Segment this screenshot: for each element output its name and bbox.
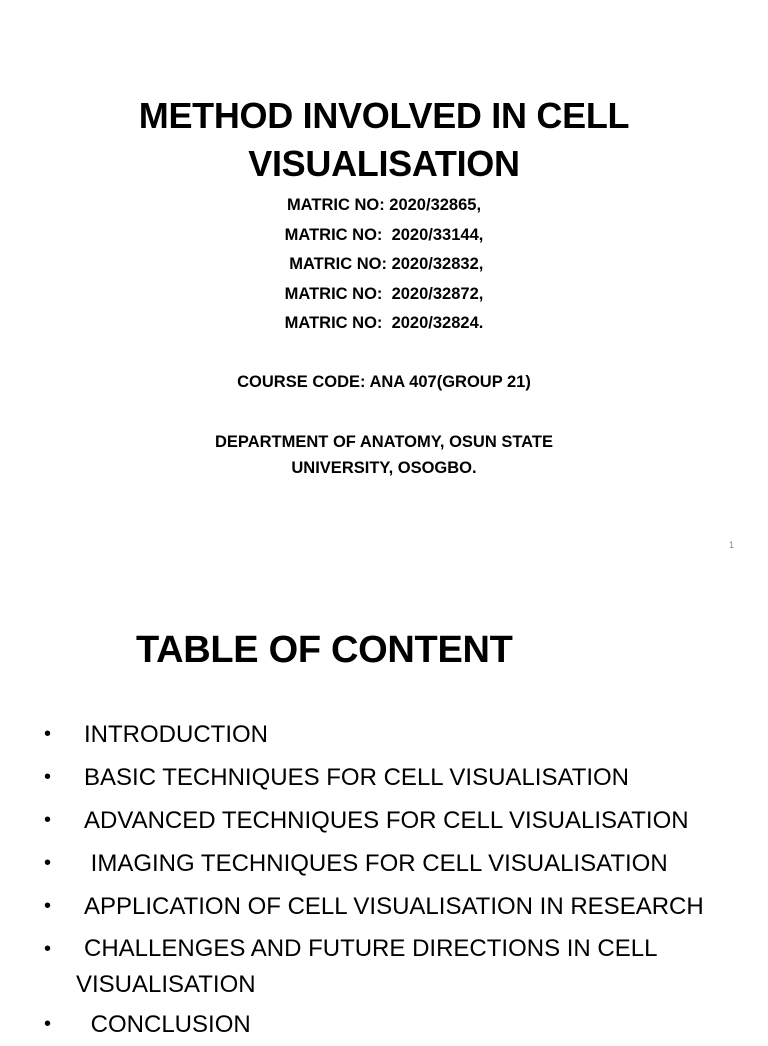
toc-item-label: APPLICATION OF CELL VISUALISATION IN RESEARCH — [84, 893, 704, 920]
matric-number: MATRIC NO: 2020/32824. — [284, 314, 484, 333]
toc-title: TABLE OF CONTENT — [136, 629, 513, 671]
matric-number: MATRIC NO: 2020/33144, — [284, 225, 484, 244]
department-line2: UNIVERSITY, OSOGBO. — [291, 459, 477, 477]
bullet-icon: • — [44, 723, 52, 745]
toc-item-label: CHALLENGES AND FUTURE DIRECTIONS IN CELL — [84, 935, 658, 962]
slide-title-line2: VISUALISATION — [248, 143, 520, 184]
list-item — [44, 842, 744, 885]
matric-number: MATRIC NO: 2020/32865, — [286, 196, 482, 214]
list-item — [44, 713, 744, 756]
toc-list — [44, 713, 744, 1046]
list-item — [44, 928, 744, 1003]
toc-item-label: ADVANCED TECHNIQUES FOR CELL VISUALISATION — [84, 807, 689, 834]
matric-number: MATRIC NO: 2020/32872, — [284, 284, 484, 303]
toc-item-label: INTRODUCTION — [84, 721, 268, 748]
bullet-icon: • — [44, 1013, 52, 1035]
toc-item-label: BASIC TECHNIQUES FOR CELL VISUALISATION — [84, 764, 630, 791]
department-line1: DEPARTMENT OF ANATOMY, OSUN STATE — [215, 433, 553, 451]
department — [0, 429, 768, 481]
toc-item-label: IMAGING TECHNIQUES FOR CELL VISUALISATION — [84, 850, 668, 877]
matric-number: MATRIC NO: 2020/32832, — [284, 255, 484, 274]
list-item — [44, 799, 744, 842]
toc-item-label: CONCLUSION — [84, 1011, 251, 1038]
list-item — [44, 1003, 744, 1046]
bullet-icon: • — [44, 852, 52, 874]
toc-item-label-continued: VISUALISATION — [76, 971, 256, 998]
slide-title — [0, 92, 768, 188]
bullet-icon: • — [44, 766, 52, 788]
bullet-icon: • — [44, 809, 52, 831]
bullet-icon: • — [44, 938, 52, 960]
slide-title-line1: METHOD INVOLVED IN CELL — [138, 95, 630, 136]
page-number: 1 — [728, 540, 734, 550]
matric-list — [0, 191, 768, 339]
list-item — [44, 885, 744, 928]
toc-slide — [0, 576, 768, 1038]
bullet-icon: • — [44, 895, 52, 917]
list-item — [44, 756, 744, 799]
course-code: COURSE CODE: ANA 407(GROUP 21) — [237, 373, 531, 391]
